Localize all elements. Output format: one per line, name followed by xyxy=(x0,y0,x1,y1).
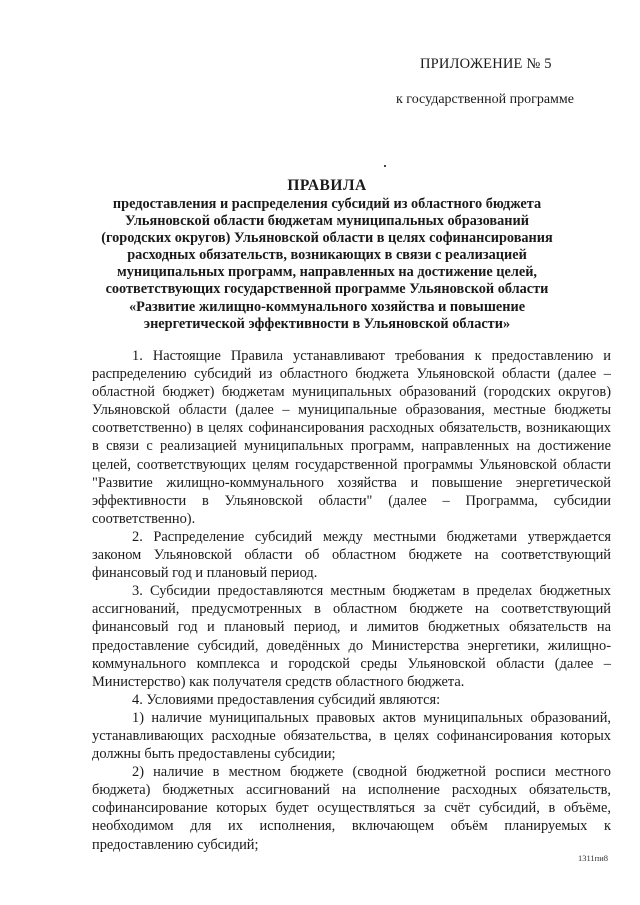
paragraph-1: 1. Настоящие Правила устанавливают требования к предоставлению и распределению субсидий из областного бюджета Ульяновской области (далее – областной бюджет) бюджетам муниципальных образований (городских округов) Ульяновской области (далее – муниципальные образования, местные бюджеты соответственно) в целях софинансирования расходных обязательств, возникающих в связи с реализацией муниципальных программ, направленных на достижение целей, соответствующих целям государственной программы Ульяновской области "Развитие жилищно-коммунального хозяйства и повышение энергетической эффективности в Ульяновской области" (далее – Программа, субсидии соответственно). xyxy=(92,348,611,527)
title-block xyxy=(92,176,562,333)
paragraph-2: 2. Распределение субсидий между местными бюджетами утверждается законом Ульяновской области об областном бюджете на соответствующий финансовый год и плановый период. xyxy=(92,528,611,582)
paragraph-4: 4. Условиями предоставления субсидий являются: xyxy=(132,691,441,708)
document-subtitle: предоставления и распределения субсидий из областного бюджета Ульяновской области бюджетам муниципальных образований (городских округов) Ульяновской области в целях софинансирования расходных обязательств, возникающих в связи с реализацией муниципальных программ, направленных на достижение целей, соответствующих государственной программе Ульяновской области «Развитие жилищно-коммунального хозяйства и повышение энергетической эффективности в Ульяновской области» xyxy=(101,196,553,332)
paragraph-4-item-1: 1) наличие муниципальных правовых актов муниципальных образований, устанавливающих расходные обязательства, в целях софинансирования которых должны быть предоставлены субсидии; xyxy=(92,709,611,763)
paragraph-3: 3. Субсидии предоставляются местным бюджетам в пределах бюджетных ассигнований, предусмотренных в областном бюджете на соответствующий финансовый год и плановый период, и лимитов бюджетных обязательств на предоставление субсидий, доведённых до Министерства энергетики, жилищно-коммунального комплекса и городской среды Ульяновской области (далее – Министерство) как получателя средств областного бюджета. xyxy=(92,583,611,690)
appendix-number: ПРИЛОЖЕНИЕ № 5 xyxy=(420,56,552,72)
appendix-reference: к государственной программе xyxy=(396,92,574,107)
document-title: ПРАВИЛА xyxy=(287,177,367,194)
paragraph-4-item-2: 2) наличие в местном бюджете (сводной бюджетной росписи местного бюджета) бюджетных ассигнований на исполнение расходных обязательств, софинансирование которых будет осуществляться за счёт субсидий, в объёме, необходимом для их исполнения, включающем объём планируемых к предоставлению субсидий; xyxy=(92,764,611,853)
scan-dot-mark xyxy=(384,165,386,167)
document-body xyxy=(92,347,611,854)
footer-code: 1311пи8 xyxy=(578,853,609,863)
